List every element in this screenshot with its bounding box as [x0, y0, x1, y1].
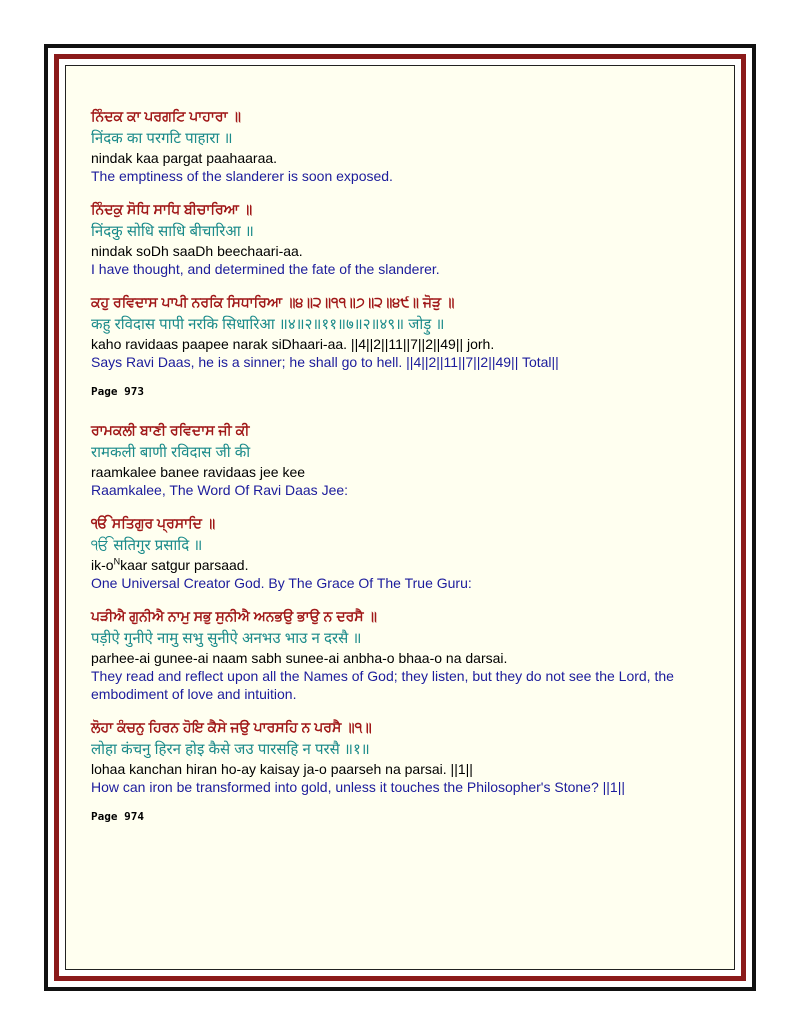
gurmukhi-line: ਨਿੰਦਕ ਕਾ ਪਰਗਟਿ ਪਾਹਾਰਾ ॥ [91, 108, 241, 124]
page-frame-red [54, 54, 746, 981]
transliteration-part: kaar satgur parsaad. [120, 557, 249, 573]
verse-block [91, 106, 731, 185]
devanagari-line: निंदकु सोधि साधि बीचारिआ ॥ [91, 223, 254, 240]
page-frame-outer [44, 44, 756, 991]
transliteration-part: ik-o [91, 557, 114, 573]
devanagari-line: ੴ सतिगुर प्रसादि ॥ [91, 537, 203, 554]
verse-block [91, 199, 731, 278]
verse-block [91, 292, 731, 371]
page-number-marker: Page 973 [91, 385, 144, 398]
page-content [91, 106, 731, 845]
gurmukhi-line: ਪੜੀਐ ਗੁਨੀਐ ਨਾਮੁ ਸਭੁ ਸੁਨੀਐ ਅਨਭਉ ਭਾਉ ਨ ਦਰਸੈ ॥ [91, 608, 377, 624]
gurmukhi-line: ਲੋਹਾ ਕੰਚਨੁ ਹਿਰਨ ਹੋਇ ਕੈਸੇ ਜਉ ਪਾਰਸਹਿ ਨ ਪਰਸੈ ॥੧॥ [91, 719, 372, 735]
transliteration-line: parhee-ai gunee-ai naam sabh sunee-ai anbha-o bhaa-o na darsai. [91, 650, 508, 666]
translation-line: Raamkalee, The Word Of Ravi Daas Jee: [91, 482, 349, 498]
verse-block [91, 420, 731, 499]
translation-line: They read and reflect upon all the Names of God; they listen, but they do not see the Lord, the embodiment of love and intuition. [91, 668, 674, 702]
verse-block [91, 513, 731, 592]
transliteration-line: lohaa kanchan hiran ho-ay kaisay ja-o paarseh na parsai. ||1|| [91, 761, 473, 777]
devanagari-line: पड़ीऐ गुनीऐ नामु सभु सुनीऐ अनभउ भाउ न दरसै ॥ [91, 630, 362, 647]
devanagari-line: रामकली बाणी रविदास जी की [91, 444, 251, 461]
translation-line: I have thought, and determined the fate of the slanderer. [91, 261, 440, 277]
gurmukhi-line: ਨਿੰਦਕੁ ਸੋਧਿ ਸਾਧਿ ਬੀਚਾਰਿਆ ॥ [91, 201, 253, 217]
gurmukhi-line: ਰਾਮਕਲੀ ਬਾਣੀ ਰਵਿਦਾਸ ਜੀ ਕੀ [91, 422, 250, 438]
devanagari-line: निंदक का परगटि पाहारा ॥ [91, 130, 233, 147]
gurmukhi-line: ੴ ਸਤਿਗੁਰ ਪ੍ਰਸਾਦਿ ॥ [91, 515, 216, 531]
translation-line: Says Ravi Daas, he is a sinner; he shall go to hell. ||4||2||11||7||2||49|| Total|| [91, 354, 559, 370]
transliteration-line: nindak soDh saaDh beechaari-aa. [91, 243, 303, 259]
devanagari-line: कहु रविदास पापी नरकि सिधारिआ ॥४॥२॥११॥७॥२॥४९॥ जोड़ु ॥ [91, 316, 445, 333]
transliteration-line: kaho ravidaas paapee narak siDhaari-aa. ||4||2||11||7||2||49|| jorh. [91, 336, 495, 352]
page-number-marker: Page 974 [91, 810, 144, 823]
translation-line: The emptiness of the slanderer is soon exposed. [91, 168, 393, 184]
transliteration-line: nindak kaa pargat paahaaraa. [91, 150, 278, 166]
transliteration-line [91, 556, 731, 574]
translation-line: How can iron be transformed into gold, unless it touches the Philosopher's Stone? ||1|| [91, 779, 625, 795]
translation-line: One Universal Creator God. By The Grace Of The True Guru: [91, 575, 472, 591]
verse-block [91, 717, 731, 796]
transliteration-superscript: N [113, 556, 121, 567]
gurmukhi-line: ਕਹੁ ਰਵਿਦਾਸ ਪਾਪੀ ਨਰਕਿ ਸਿਧਾਰਿਆ ॥੪॥੨॥੧੧॥੭॥੨॥੪੯॥ ਜੋੜੁ ॥ [91, 294, 455, 310]
devanagari-line: लोहा कंचनु हिरन होइ कैसे जउ पारसहि न परसै ॥१॥ [91, 741, 370, 758]
verse-block [91, 606, 731, 703]
transliteration-line: raamkalee banee ravidaas jee kee [91, 464, 306, 480]
page-frame-inner [65, 65, 735, 970]
